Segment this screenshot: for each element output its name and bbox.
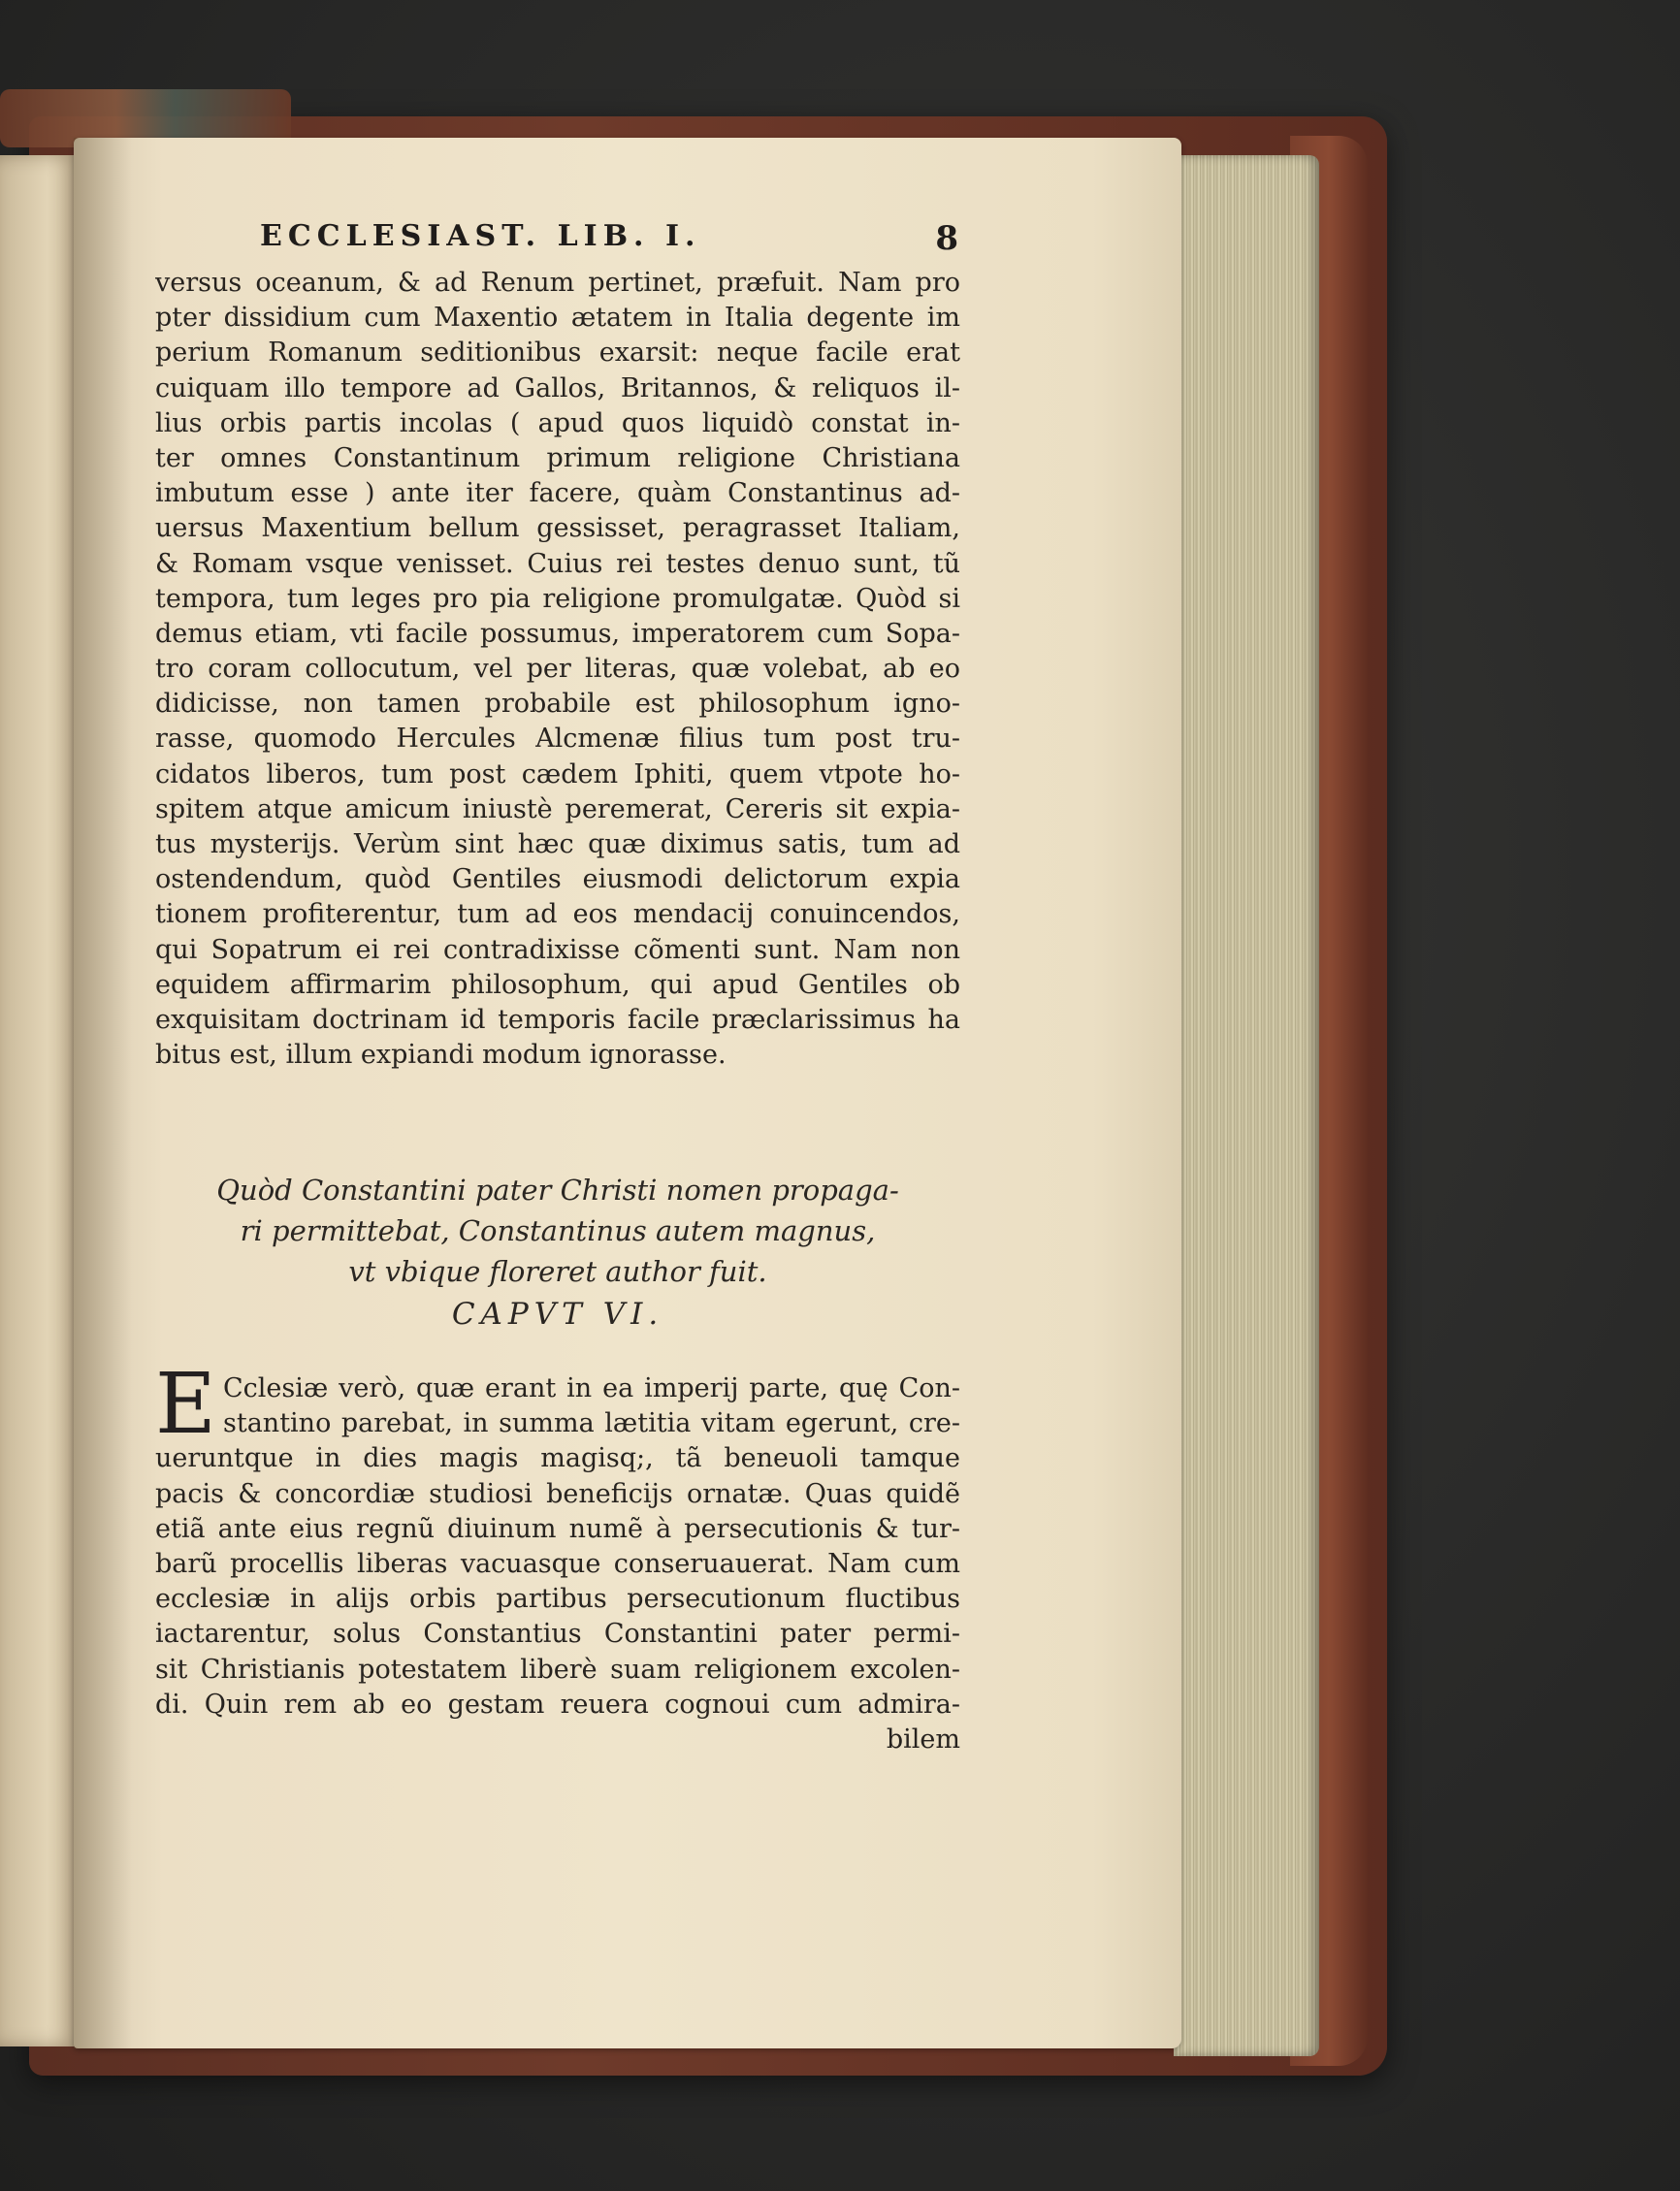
text-line: qui Sopatrum ei rei contradixisse cõmenti sunt. Nam non (155, 934, 960, 965)
text-line: & Romam vsque venisset. Cuius rei testes denuo sunt, tũ (155, 548, 960, 579)
text-line: imbutum esse ) ante iter facere, quàm Constantinus ad- (155, 478, 960, 509)
text-line: bitus est, illum expiandi modum ignorasse. (155, 1040, 727, 1071)
text-line: pacis & concordiæ studiosi beneficijs ornatæ. Quas quidẽ (155, 1478, 960, 1509)
text-line: tionem profiterentur, tum ad eos mendacij conuincendos, (155, 899, 960, 930)
text-line: tro coram collocutum, vel per literas, quæ volebat, ab eo (155, 654, 960, 685)
text-line: tempora, tum leges pro pia religione promulgatæ. Quòd si (155, 583, 960, 614)
text-line: ecclesiæ in alijs orbis partibus persecutionum fluctibus (155, 1584, 960, 1615)
text-line: sit Christianis potestatem liberè suam religionem excolen- (155, 1654, 960, 1685)
text-line: ostendendum, quòd Gentiles eiusmodi delictorum expia (155, 864, 960, 895)
text-line: spitem atque amicum iniustè peremerat, Cereris sit expia- (155, 793, 960, 824)
text-line: cidatos liberos, tum post cædem Iphiti, quem vtpote ho- (155, 758, 960, 789)
text-line: demus etiam, vti facile possumus, imperatorem cum Sopa- (155, 618, 960, 649)
chapter-number: CAPVT VI. (451, 1297, 664, 1332)
text-line: perium Romanum seditionibus exarsit: neque facile erat (155, 338, 960, 369)
text-line: versus oceanum, & ad Renum pertinet, præfuit. Nam pro (155, 268, 960, 298)
running-header (260, 219, 958, 258)
page-fore-edge (1174, 155, 1319, 2056)
catchword: bilem (886, 1724, 960, 1755)
chapter-heading (155, 1170, 960, 1337)
text-line: cuiquam illo tempore ad Gallos, Britannos, & reliquos il- (155, 372, 960, 403)
text-line: iactarentur, solus Constantius Constantini pater permi- (155, 1619, 960, 1650)
text-line: uersus Maxentium bellum gessisset, peragrasset Italiam, (155, 513, 960, 544)
facing-page (0, 155, 78, 2046)
body-text (155, 266, 960, 1073)
text-line: Cclesiæ verò, quæ erant in ea imperij parte, quę Con- (223, 1373, 960, 1403)
text-line: exquisitam doctrinam id temporis facile præclarissimus ha (155, 1004, 960, 1035)
text-line: ter omnes Constantinum primum religione Christiana (155, 442, 960, 473)
page-number: 8 (935, 219, 958, 258)
heading-line: ri permittebat, Constantinus autem magnus, (240, 1214, 876, 1247)
text-line: etiã ante eius regnũ diuinum numẽ à persecutionis & tur- (155, 1513, 960, 1544)
text-line: equidem affirmarim philosophum, qui apud Gentiles ob (155, 969, 960, 1000)
chapter-text (155, 1371, 960, 1757)
text-line: barũ procellis liberas vacuasque conseruauerat. Nam cum (155, 1548, 960, 1579)
text-line: di. Quin rem ab eo gestam reuera cognoui cum admira- (155, 1689, 960, 1720)
text-line: lius orbis partis incolas ( apud quos liquidò constat in- (155, 407, 960, 438)
text-line: pter dissidium cum Maxentio ætatem in Italia degente im (155, 303, 960, 334)
text-line: stantino parebat, in summa lætitia vitam egerunt, cre- (223, 1408, 960, 1439)
text-line: tus mysterijs. Verùm sint hæc quæ diximus satis, tum ad (155, 829, 960, 859)
drop-cap: E (155, 1356, 216, 1453)
text-line: didicisse, non tamen probabile est philosophum igno- (155, 689, 960, 720)
running-title: ECCLESIAST. LIB. I. (260, 219, 701, 253)
text-line: rasse, quomodo Hercules Alcmenæ filius tum post tru- (155, 724, 960, 755)
heading-line: vt vbique floreret author fuit. (348, 1255, 767, 1288)
gutter-shadow (74, 138, 132, 2048)
heading-line: Quòd Constantini pater Christi nomen propaga- (216, 1174, 899, 1207)
text-line: ueruntque in dies magis magisq;, tã beneuoli tamque (155, 1443, 960, 1474)
